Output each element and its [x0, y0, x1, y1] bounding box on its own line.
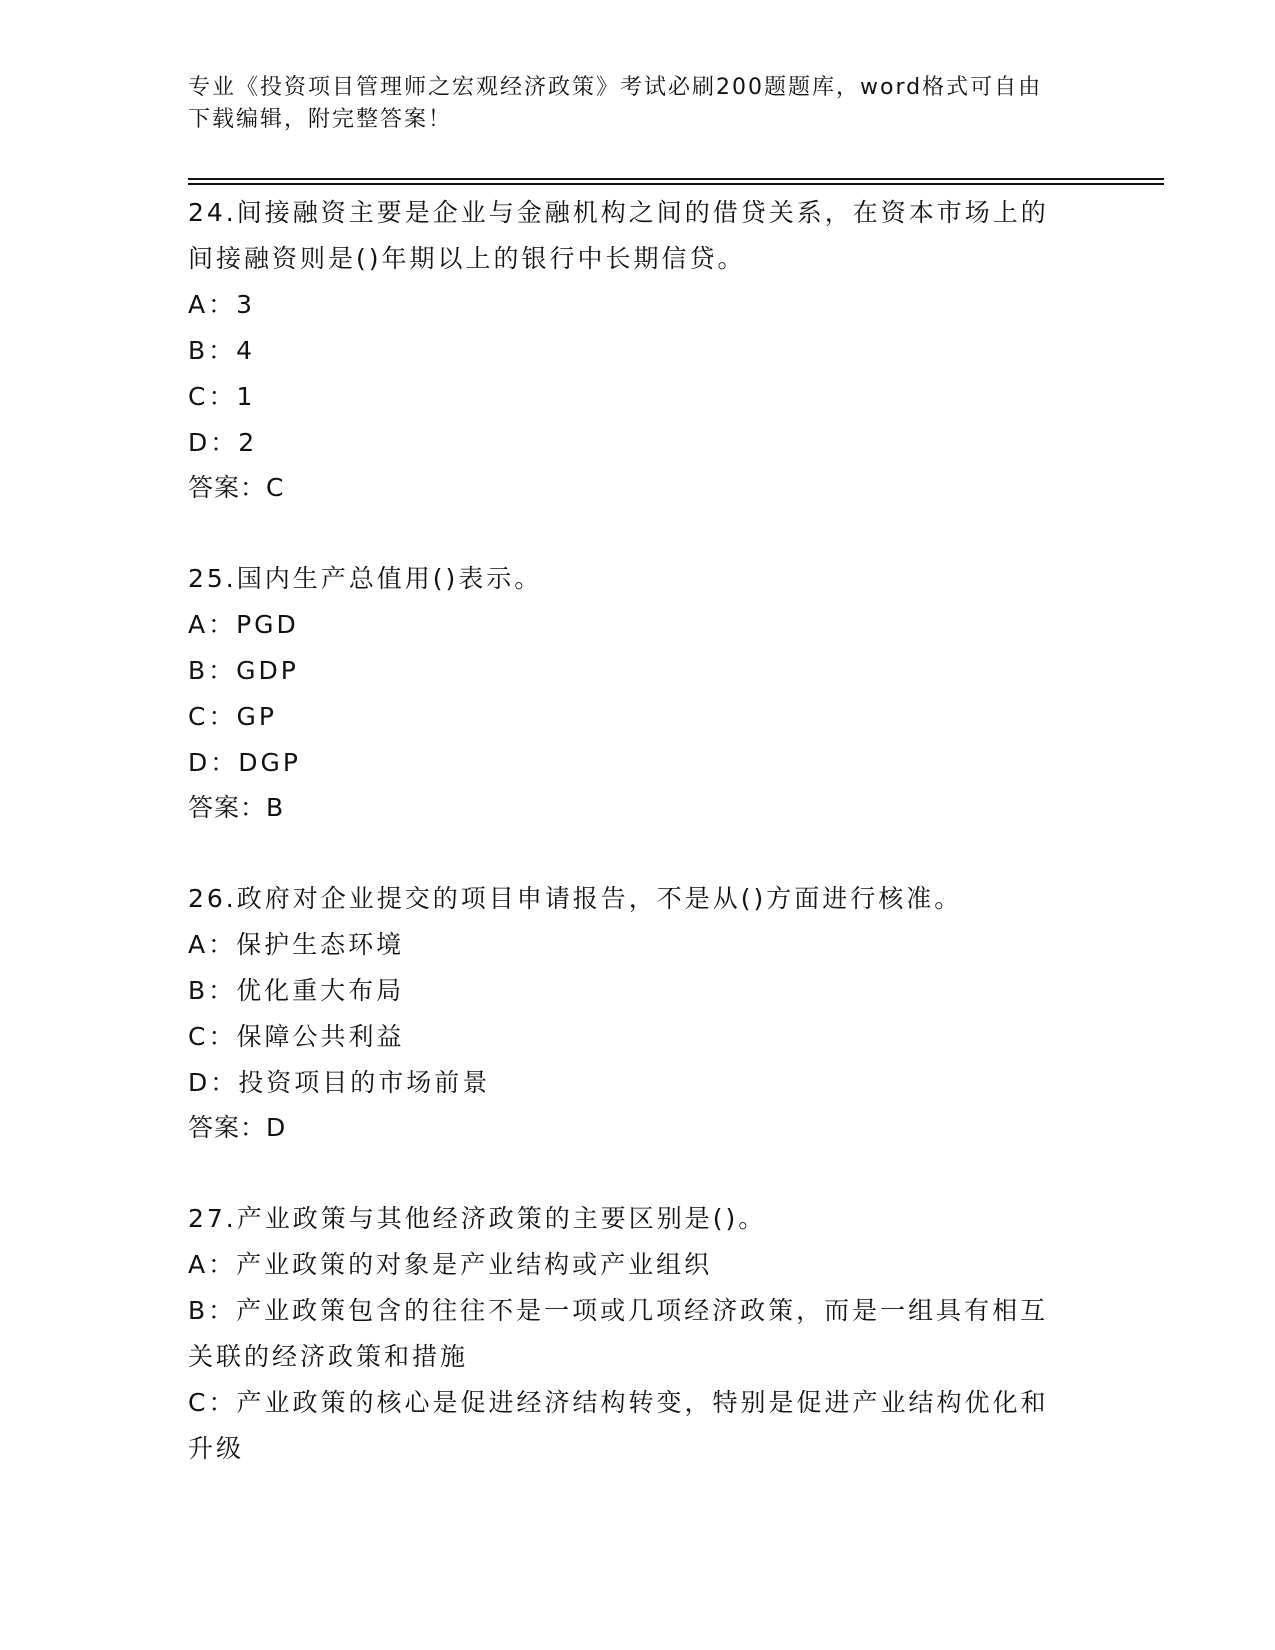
- option-a: A：保护生态环境: [188, 930, 405, 959]
- option-a: A：产业政策的对象是产业结构或产业组织: [188, 1250, 713, 1279]
- option-b: B：GDP: [188, 656, 299, 685]
- header-line-1: 专业《投资项目管理师之宏观经济政策》考试必刷200题题库，word格式可自由: [188, 75, 1043, 100]
- question-text: 27.产业政策与其他经济政策的主要区别是()。: [188, 1204, 767, 1233]
- header-divider-top: [188, 178, 1164, 180]
- header-line-2: 下载编辑，附完整答案！: [188, 107, 453, 132]
- question-24: [188, 190, 1088, 510]
- question-text: 25.国内生产总值用()表示。: [188, 564, 543, 593]
- option-b-continued: 关联的经济政策和措施: [188, 1342, 469, 1371]
- question-25: [188, 556, 1088, 830]
- answer: 答案：C: [188, 473, 285, 502]
- question-text: 间接融资则是()年期以上的银行中长期信贷。: [188, 244, 746, 273]
- option-b: B：产业政策包含的往往不是一项或几项经济政策，而是一组具有相互: [188, 1296, 1049, 1325]
- question-text: 26.政府对企业提交的项目申请报告，不是从()方面进行核准。: [188, 884, 963, 913]
- answer: 答案：D: [188, 1113, 287, 1142]
- option-d: D：DGP: [188, 748, 301, 777]
- option-c: C：1: [188, 382, 256, 411]
- document-header: [188, 72, 1088, 136]
- option-c: C：产业政策的核心是促进经济结构转变，特别是促进产业结构优化和: [188, 1388, 1049, 1417]
- option-d: D：2: [188, 428, 258, 457]
- header-divider-bottom: [188, 183, 1164, 185]
- option-d: D：投资项目的市场前景: [188, 1068, 491, 1097]
- question-26: [188, 876, 1088, 1150]
- answer: 答案：B: [188, 793, 285, 822]
- question-list: [188, 190, 1088, 1518]
- question-text: 24.间接融资主要是企业与金融机构之间的借贷关系，在资本市场上的: [188, 198, 1049, 227]
- option-c: C：GP: [188, 702, 277, 731]
- option-a: A：3: [188, 290, 256, 319]
- option-a: A：PGD: [188, 610, 299, 639]
- option-c-continued: 升级: [188, 1434, 245, 1463]
- option-c: C：保障公共利益: [188, 1022, 405, 1051]
- option-b: B：优化重大布局: [188, 976, 405, 1005]
- option-b: B：4: [188, 336, 256, 365]
- question-27: [188, 1196, 1088, 1472]
